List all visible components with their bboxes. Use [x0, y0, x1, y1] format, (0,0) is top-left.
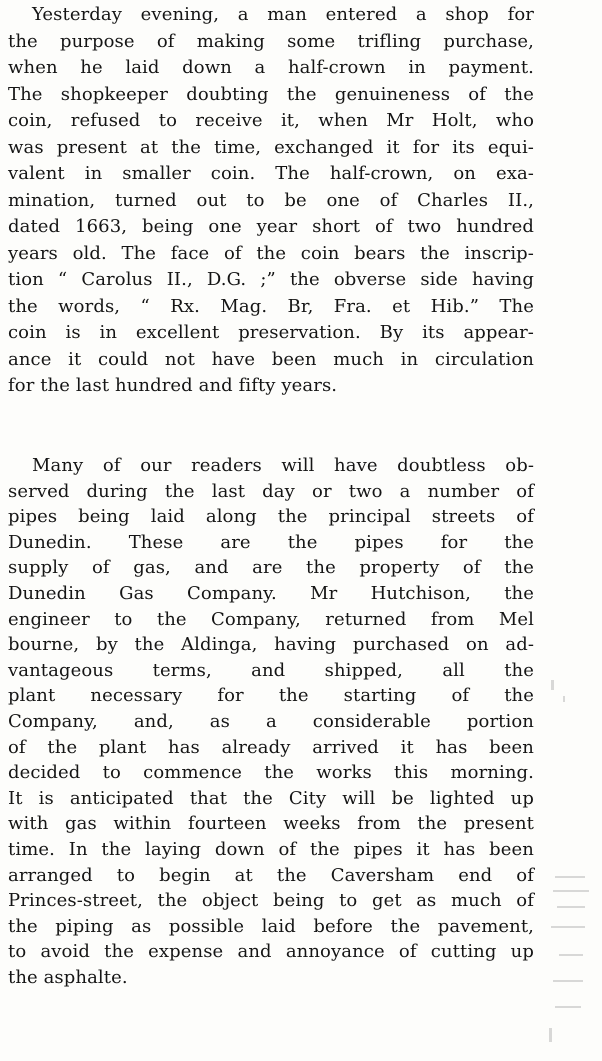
- ink-speck: [553, 980, 583, 982]
- text-line: with gas within fourteen weeks from the present: [8, 813, 534, 835]
- text-line: time. In the laying down of the pipes it has been: [8, 838, 534, 860]
- text-line: Princes-street, the object being to get as much of: [8, 890, 534, 912]
- ink-speck: [553, 890, 589, 892]
- paragraph-gas-pipes: [8, 453, 534, 990]
- text-line: the words, “ Rx. Mag. Br, Fra. et Hib.” The: [8, 295, 534, 317]
- text-line: mination, turned out to be one of Charles II.,: [8, 189, 534, 211]
- text-line: decided to commence the works this morning.: [8, 762, 534, 784]
- text-line: bourne, by the Aldinga, having purchased on ad-: [8, 634, 534, 656]
- text-line: the purpose of making some trifling purchase,: [8, 30, 534, 52]
- text-line: to avoid the expense and annoyance of cutting up: [8, 941, 534, 963]
- text-line: Yesterday evening, a man entered a shop for: [32, 4, 534, 25]
- text-line: The shopkeeper doubting the genuineness of the: [8, 83, 534, 105]
- text-line: arranged to begin at the Caversham end of: [8, 864, 534, 886]
- ink-speck: [549, 1028, 552, 1042]
- text-line: vantageous terms, and shipped, all the: [8, 659, 534, 681]
- bleed-through-marks: [545, 680, 600, 1060]
- text-line: years old. The face of the coin bears the inscrip-: [8, 242, 534, 264]
- ink-speck: [563, 696, 565, 702]
- text-line: Company, and, as a considerable portion: [8, 710, 534, 732]
- ink-speck: [551, 926, 585, 928]
- text-line: of the plant has already arrived it has been: [8, 736, 534, 758]
- text-line: coin is in excellent preservation. By its appear-: [8, 322, 534, 343]
- text-line: when he laid down a half-crown in payment.: [8, 57, 534, 78]
- ink-speck: [555, 1006, 581, 1008]
- text-line: ance it could not have been much in circulation: [8, 348, 534, 370]
- text-line: valent in smaller coin. The half-crown, on exa-: [8, 163, 534, 184]
- text-line: tion “ Carolus II., D.G. ;” the obverse side having: [8, 269, 534, 290]
- ink-speck: [559, 954, 583, 956]
- text-line: Many of our readers will have doubtless ob-: [32, 455, 534, 476]
- text-line: plant necessary for the starting of the: [8, 685, 534, 707]
- text-line: the asphalte.: [8, 966, 128, 988]
- text-line: supply of gas, and are the property of the: [8, 557, 534, 579]
- text-line: Dunedin. These are the pipes for the: [8, 531, 534, 553]
- text-line: for the last hundred and fifty years.: [8, 375, 338, 396]
- text-line: It is anticipated that the City will be lighted up: [8, 787, 534, 809]
- text-line: pipes being laid along the principal streets of: [8, 506, 534, 528]
- text-line: the piping as possible laid before the pavement,: [8, 915, 534, 937]
- paragraph-half-crown: [8, 2, 534, 400]
- text-line: was present at the time, exchanged it for its equi-: [8, 136, 534, 158]
- ink-speck: [555, 876, 585, 878]
- text-line: Dunedin Gas Company. Mr Hutchison, the: [8, 582, 534, 604]
- text-line: served during the last day or two a number of: [8, 480, 534, 502]
- text-line: engineer to the Company, returned from Mel: [8, 608, 534, 630]
- ink-speck: [551, 680, 554, 690]
- text-line: dated 1663, being one year short of two hundred: [8, 216, 534, 237]
- text-line: coin, refused to receive it, when Mr Holt, who: [8, 110, 534, 131]
- ink-speck: [557, 906, 585, 908]
